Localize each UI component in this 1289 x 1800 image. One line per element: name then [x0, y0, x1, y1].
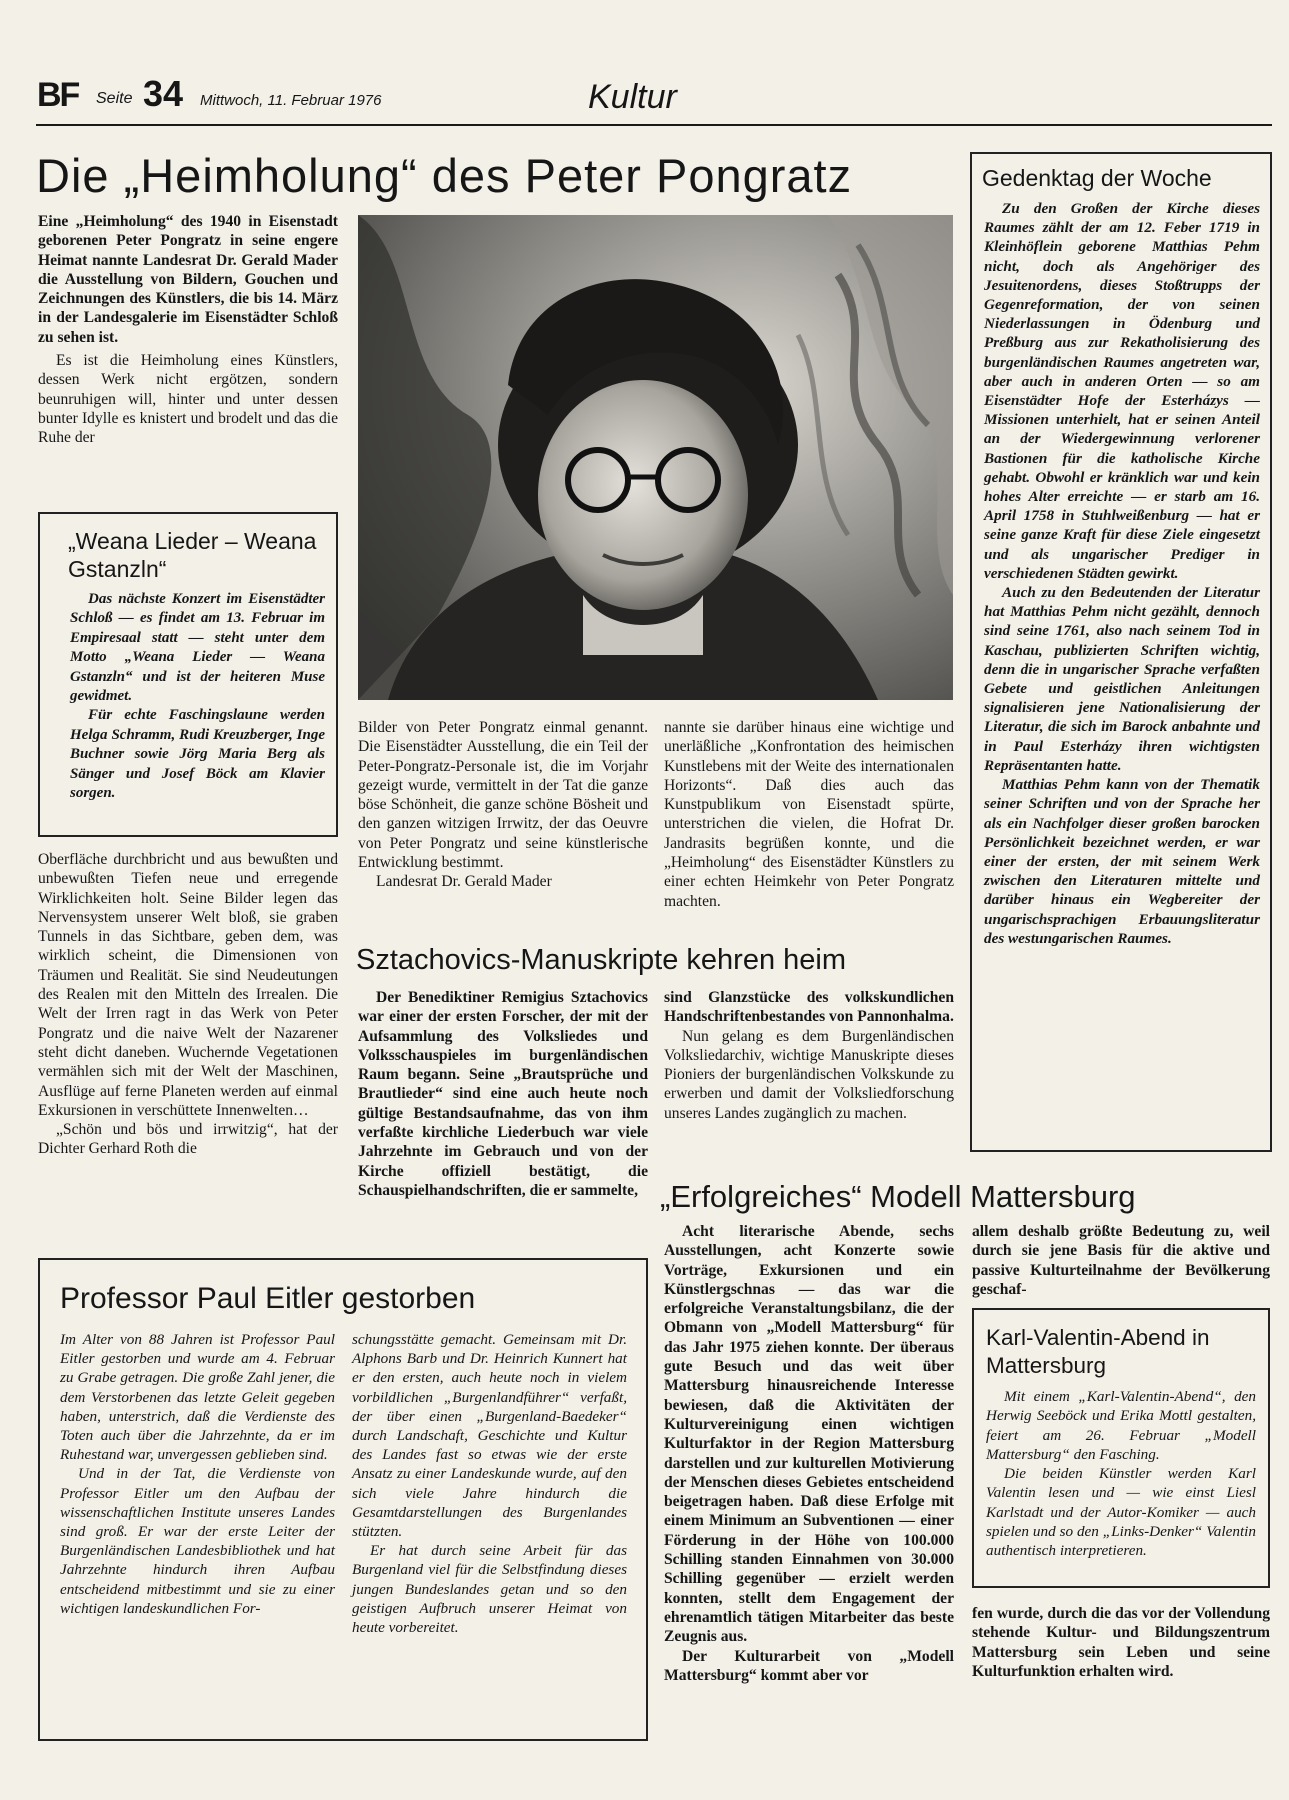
mattersburg-text-1a: Acht literarische Abende, sechs Ausstellungen, acht Konzerte sowie Vorträge, Exkursionen und ein Künstlergschnas — das war die erfolgreiche Veranstaltungsbilanz, die der Obmann von „Modell Mattersburg“ für das Jahr 1975 ziehen konnte. Der überaus gute Besuch und das weit über Mattersburg hinausreichende Interesse bewiesen, daß die Aktivitäten der Kulturvereinigung einen wichtigen Kulturfaktor in der Region Mattersburg darstellen und zur kulturellen Motivierung der Menschen dieses Gebietes entscheidend beigetragen haben. Daß diese Erfolge mit einem Minimum an Subventionen — einer Förderung in der Höhe von 100.000 Schilling standen Einnahmen von 30.000 Schilling gegenüber — erzielt werden konnten, stellt dem Engagement der ehrenamtlich tätigen Mitarbeiter das beste Zeugnis aus. — [664, 1223, 954, 1646]
main-body-column — [38, 850, 338, 1159]
sztachovics-col2 — [664, 988, 954, 1123]
weana-lieder-text-2: Für echte Faschingslaune werden Helga Schramm, Rudi Kreuzberger, Inge Buchner sowie Jörg Maria Berg als Sänger und Josef Böck am Klavier sorgen. — [70, 707, 325, 802]
section-title: Kultur — [588, 78, 677, 116]
mattersburg-text-2b: fen wurde, durch die das vor der Vollendung stehende Kultur- und Bildungszentrum Mattersburg sein Leben und seine Kulturfunktion erhalten wird. — [972, 1605, 1270, 1680]
portrait-photo-image — [358, 215, 953, 700]
weana-lieder-title: „Weana Lieder – Weana Gstanzln“ — [68, 528, 317, 582]
sztachovics-text-2b: Nun gelang es dem Burgenländischen Volksliedarchiv, wichtige Manuskripte dieses Pioniers der burgenländischen Volkskunde zu erwerben und damit der Volksliedforschung unseres Landes zugänglich zu machen. — [664, 1027, 954, 1122]
eitler-text-1b: Und in der Tat, die Verdienste von Professor Eitler um den Aufbau der wissenschaftlichen Institute unseres Landes sind groß. Er war der erste Leiter der Burgenländischen Landesbibliothek und hat Jahrzehnte hindurch ihren Aufbau entscheidend mitbestimmt und sie zu einer wichtigen landeskundlichen For- — [60, 1465, 335, 1617]
mattersburg-col2-top — [972, 1222, 1270, 1299]
eitler-title: Professor Paul Eitler gestorben — [60, 1282, 476, 1315]
main-lead-column — [38, 212, 338, 448]
main-body-3: „Schön und bös und irrwitzig“, hat der Dichter Gerhard Roth die — [38, 1121, 338, 1158]
main-col2 — [358, 718, 648, 892]
issue-date: Mittwoch, 11. Februar 1976 — [200, 92, 382, 109]
header-rule — [36, 124, 1272, 126]
portrait-photo — [358, 215, 953, 700]
gedenktag-box — [970, 152, 1272, 1152]
masthead-logo: BF — [37, 76, 79, 114]
main-headline: Die „Heimholung“ des Peter Pongratz — [36, 149, 853, 202]
eitler-text-2a: schungsstätte gemacht. Gemeinsam mit Dr. Alphons Barb und Dr. Heinrich Kunnert hat er den ersten, auch heute noch in vielem vorbildlichen „Burgenlandführer“ verfaßt, der über einen „Burgenland-Baedeker“ durch Landschaft, Geschichte und Kultur des Landes fast so etwas wie der erste Ansatz zu einer Landeskunde wurde, auf den sich viele Jahre hindurch die Gesamtdarstellungen des Burgenlandes stützten. — [352, 1331, 627, 1541]
eitler-text-2b: Er hat durch seine Arbeit für das Burgenland viel für die Selbstfindung dieses jungen Bundeslandes getan und so den geistigen Aufbruch unserer Heimat von heute vorbereitet. — [352, 1542, 627, 1637]
main-col2-text: Bilder von Peter Pongratz einmal genannt. Die Eisenstädter Ausstellung, die ein Teil der Peter-Pongratz-Personale ist, die im Vorjahr gezeigt wurde, vermittelt in der Tat die ganze böse Schönheit, die ganze schöne Bösheit und den ganzen witzigen Irrwitz, der das Oeuvre von Peter Pongratz und seine künstlerische Entwicklung bestimmt. — [358, 719, 648, 872]
weana-lieder-text-1: Das nächste Konzert im Eisenstädter Schloß — es findet am 13. Februar im Empiresaal statt — steht unter dem Motto „Weana Lieder — Weana Gstanzln“ und ist der heiteren Muse gewidmet. — [70, 591, 325, 705]
mattersburg-text-2a: allem deshalb größte Bedeutung zu, weil durch sie jene Basis für die aktive und passive Kulturteilnahme der Bevölkerung geschaf- — [972, 1223, 1270, 1298]
valentin-text-1: Mit einem „Karl-Valentin-Abend“, den Herwig Seeböck und Erika Mottl gestalten, feiert am 26. Februar „Modell Mattersburg“ den Fasching. — [986, 1388, 1256, 1463]
weana-lieder-box — [38, 512, 338, 837]
gedenktag-text-3: Matthias Pehm kann von der Thematik seiner Schriften und von der Sprache her als ein Nachfolger dieser großen barocken Persönlichkeit bezeichnet werden, er war einer der ersten, der mit seinem Werk zwischen den Literaturen mittelte und darüber hinaus ein Wegbereiter der ungarischsprachigen Erbauungsliteratur des westungarischen Raumes. — [984, 776, 1260, 947]
valentin-text-2: Die beiden Künstler werden Karl Valentin lesen und — wie einst Liesl Karlstadt und der Autor-Komiker — auch spielen und so den „Links-Denker“ Valentin authentisch interpretieren. — [986, 1465, 1256, 1560]
main-col2-text-b: Landesrat Dr. Gerald Mader — [376, 873, 552, 891]
page-number: 34 — [143, 73, 184, 114]
page-label: Seite — [96, 90, 133, 107]
main-body-1: Es ist die Heimholung eines Künstlers, dessen Werk nicht ergötzen, sondern beunruhigen will, hinter und unter dessen bunter Idylle es knistert und brodelt und das die Ruhe der — [38, 352, 338, 447]
sztachovics-col1 — [358, 988, 648, 1200]
mattersburg-col1 — [664, 1222, 954, 1685]
eitler-text-1a: Im Alter von 88 Jahren ist Professor Paul Eitler gestorben und wurde am 4. Februar zu Grabe getragen. Die große Zahl jener, die dem Verstorbenen das letzte Geleit gegeben haben, unterstrich, daß die Verdienste des Toten auch über die Jahrzehnte, da er im Ruhestand war, unvergessen geblieben sind. — [60, 1331, 335, 1464]
main-col3 — [664, 718, 954, 911]
mattersburg-col2-bottom — [972, 1604, 1270, 1681]
main-lead: Eine „Heimholung“ des 1940 in Eisenstadt geborenen Peter Pongratz in seine engere Heimat nannte Landesrat Dr. Gerald Mader die Ausstellung von Bildern, Gouchen und Zeichnungen des Künstlers, die bis 14. März in der Landesgalerie im Eisenstädter Schloß zu sehen ist. — [38, 213, 338, 346]
gedenktag-text-1: Zu den Großen der Kirche dieses Raumes zählt der am 12. Feber 1719 in Kleinhöflein geborene Matthias Pehm nicht, doch als Angehöriger des Jesuitenordens, dieses Stoßtrupps der Gegenreformation, der von seinen Niederlassungen in Ödenburg und Preßburg aus zur Rekatholisierung des burgenländischen Raumes angetreten war, aber auch in anderen Orten — so am Eisenstädter Hofe der Esterházys — Missionen unterhielt, hat er seinen Anteil an der Wiedergewinnung verlorener Bastionen für die katholische Kirche gehabt. Obwohl er kränklich war und kein hohes Alter erreichte — er starb am 16. April 1758 in Stuhlweißenburg — hat er seine ganze Kraft für diese Ziele eingesetzt und als ungarischer Prediger in verschiedenen Städten gewirkt. — [984, 200, 1260, 582]
eitler-box — [38, 1258, 648, 1741]
gedenktag-title: Gedenktag der Woche — [982, 165, 1212, 191]
main-col3-text: nannte sie darüber hinaus eine wichtige und unerläßliche „Konfrontation des heimischen Kunstlebens mit der Weite des internationalen Horizonts“. Daß dies auch das Kunstpublikum von Eisenstadt spürte, unterstrichen die vielen, die Hofrat Dr. Jandrasits begrüßen konnte, und die „Heimholung“ des Eisenstädter Künstlers zu einer echten Heimkehr von Peter Pongratz machten. — [664, 719, 954, 910]
gedenktag-text-2: Auch zu den Bedeutenden der Literatur hat Matthias Pehm nicht gezählt, dennoch sind seine 1761, also nach seinem Tod in Kaschau, publizierten Schriften wichtig, denn die in ungarischer Sprache verfaßten Gebete und geistlichen Anleitungen signalisieren jene Nationalisierung der Literatur, die sich im Barock anbahnte und in Paul Esterházy ihren wichtigsten Repräsentanten hatte. — [984, 584, 1260, 774]
main-body-2: Oberfläche durchbricht und aus bewußten und unbewußten Tiefen neue und erregende Wirklichkeiten holt. Seine Bilder legen das Nervensystem unserer Welt bloß, sie graben Tunnels in das Sichtbare, geben dem, was wirklich scheint, die Dimensionen von Träumen und Realität. Sie sind Neudeutungen des Realen mit den Mitteln des Irrealen. Die Welt der Irren ragt in das Werk von Peter Pongratz und die naive Welt der Nazarener steht dicht daneben. Wuchernde Vegetationen vermählen sich mit der Welt der Maschinen, Ausflüge auf ferne Planeten werden auf einmal Exkursionen in verschüttete Innenwelten… — [38, 851, 338, 1119]
mattersburg-text-1b: Der Kulturarbeit von „Modell Mattersburg“ kommt aber vor — [664, 1647, 954, 1684]
valentin-box — [972, 1308, 1270, 1588]
mattersburg-headline: „Erfolgreiches“ Modell Mattersburg — [660, 1179, 1136, 1214]
sztachovics-headline: Sztachovics-Manuskripte kehren heim — [356, 944, 846, 976]
sztachovics-text-2a: sind Glanzstücke des volkskundlichen Handschriftenbestandes von Pannonhalma. — [664, 989, 954, 1026]
sztachovics-text-1: Der Benediktiner Remigius Sztachovics war einer der ersten Forscher, der mit der Aufsammlung des Volksliedes und Volksschauspieles im burgenländischen Raum begann. Seine „Brautsprüche und Brautlieder“ sind eine auch heute noch gültige Bestandsaufnahme, das von ihm verfaßte kirchliche Liederbuch war viele Jahrzehnte im Gebrauch und von der Kirche offiziell bestätigt, die Schauspielhandschriften, die er sammelte, — [358, 989, 648, 1199]
valentin-title: Karl-Valentin-Abend in Mattersburg — [986, 1325, 1210, 1378]
